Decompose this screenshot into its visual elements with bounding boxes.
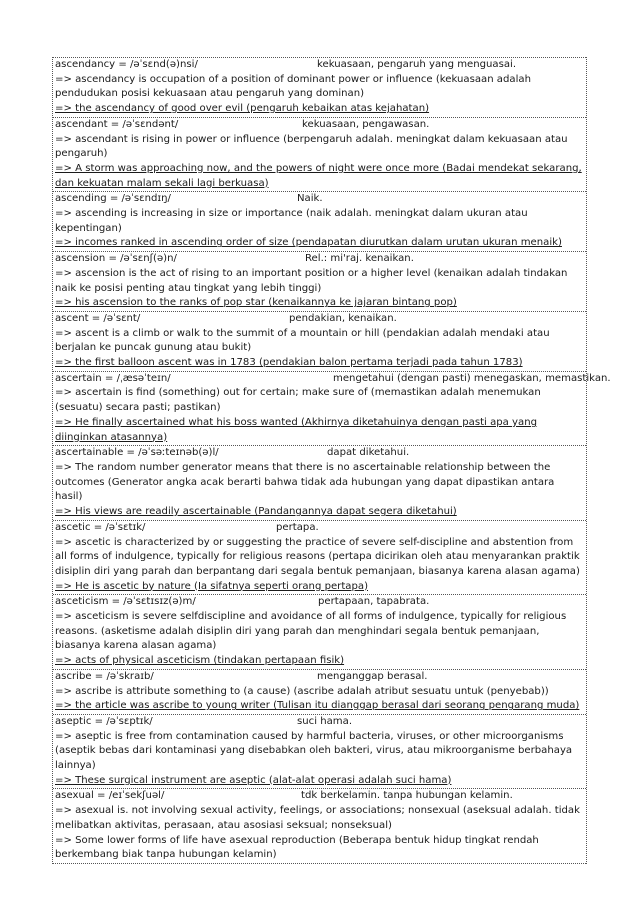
entry-head [55, 58, 584, 73]
entry-example: => the article was ascribe to young writer (Tulisan itu dianggap berasal dari seorang pengarang muda) [55, 700, 580, 712]
dictionary-entry-ascending [53, 191, 586, 251]
entry-head [55, 446, 584, 461]
entry-definition: => ascent is a climb or walk to the summit of a mountain or hill (pendakian adalah mendaki atau berjalan ke puncak gunung atau bukit) [55, 327, 550, 354]
entry-example: => the first balloon ascent was in 1783 (pendakian balon pertama terjadi pada tahun 1783) [55, 357, 523, 369]
entry-term: ascent = /əˈsɛnt/ [55, 312, 141, 324]
entry-meaning: menganggap berasal. [317, 670, 428, 682]
entry-head [55, 521, 584, 536]
dictionary-entry-ascent [53, 311, 586, 371]
entry-definition: => ascending is increasing in size or importance (naik adalah. meningkat dalam ukuran atau kepentingan) [55, 208, 528, 234]
entry-example: => He is ascetic by nature (Ia sifatnya seperti orang pertapa) [55, 580, 369, 592]
entry-example: => His views are readily ascertainable (Pandangannya dapat segera diketahui) [55, 506, 457, 518]
entry-meaning: suci hama. [297, 715, 353, 727]
dictionary-entry-aseptic [53, 714, 586, 789]
entry-term: ascribe = /əˈskraɪb/ [55, 670, 154, 682]
entry-example: => his ascension to the ranks of pop star (kenaikannya ke jajaran bintang pop) [55, 297, 457, 309]
entry-example: => incomes ranked in ascending order of size (pendapatan diurutkan dalam urutan ukuran menaik) [55, 237, 562, 249]
entry-head [55, 670, 584, 685]
entry-definition: => asceticism is severe selfdiscipline and avoidance of all forms of indulgence, typically for religious reasons. (asketisme adalah disiplin diri yang parah dan menghindari segala bentuk pemanjaan, biasanya karena alasan agama) [55, 611, 567, 652]
entry-definition: => ascendant is rising in power or influence (berpengaruh adalah. meningkat dalam kekuasaan atau pengaruh) [55, 133, 568, 160]
entry-meaning: pendakian, kenaikan. [289, 312, 397, 324]
entry-meaning: mengetahui (dengan pasti) menegaskan, memastikan. [333, 372, 611, 384]
dictionary-entry-ascendancy [53, 57, 586, 117]
dictionary-entry-asceticism [53, 594, 586, 669]
entry-head [55, 312, 584, 327]
entry-head [55, 789, 584, 804]
entry-definition: => asexual is. not involving sexual activity, feelings, or associations; nonsexual (aseksual adalah. tidak melibatkan aktivitas, perasaan, atau asosiasi seksual; nonseksual) [55, 805, 580, 831]
entry-example: => He finally ascertained what his boss wanted (Akhirnya diketahuinya dengan pasti apa yang diinginkan atasannya) [55, 416, 538, 443]
entry-head [55, 715, 584, 730]
entry-term: asceticism = /əˈsɛtɪsɪz(ə)m/ [55, 596, 196, 608]
entry-term: ascendant = /əˈsɛndənt/ [55, 118, 179, 130]
entry-head [55, 372, 611, 387]
entry-head [55, 252, 584, 267]
entry-definition: => ascendancy is occupation of a position of dominant power or influence (kekuasaan adalah pendudukan posisi kekuasaan atau pengaruh yang dominan) [55, 73, 531, 100]
dictionary-entry-ascetic [53, 520, 586, 595]
entry-definition: => ascetic is characterized by or suggesting the practice of severe self-discipline and abstention from all forms of indulgence, typically for religious reasons (pertapa dicirikan oleh atau menyarankan praktik disiplin diri yang parah dan berpantang dari segala bentuk pemanjaan, biasanya karena alasan agama) [55, 536, 580, 577]
entry-meaning: dapat diketahui. [327, 447, 410, 459]
dictionary-entry-ascendant [53, 117, 586, 192]
entry-term: ascertain = /ˌæsəˈteɪn/ [55, 372, 171, 384]
entry-meaning: kekuasaan, pengawasan. [302, 118, 430, 130]
dictionary-entry-ascribe [53, 669, 586, 714]
dictionary-entry-asexual [53, 788, 586, 864]
entry-term: ascending = /əˈsɛndɪŋ/ [55, 193, 171, 205]
entry-head [55, 118, 584, 133]
entry-term: aseptic = /əˈsɛptɪk/ [55, 715, 153, 727]
entry-meaning: Naik. [297, 193, 323, 205]
entry-term: ascetic = /əˈsɛtɪk/ [55, 521, 146, 533]
entry-term: ascension = /əˈsɛnʃ(ə)n/ [55, 253, 177, 265]
entry-example: => acts of physical asceticism (tindakan pertapaan fisik) [55, 655, 345, 667]
entry-head [55, 595, 584, 610]
entry-definition: => aseptic is free from contamination caused by harmful bacteria, viruses, or other microorganisms (aseptik bebas dari kontaminasi yang disebabkan oleh bakteri, virus, atau mikroorganisme berbahaya lainnya) [55, 730, 573, 772]
dictionary-entry-ascertain [53, 371, 611, 446]
entry-term: asexual = /eɪˈsekʃuəl/ [55, 790, 165, 802]
entry-meaning: Rel.: mi'raj. kenaikan. [305, 253, 414, 265]
entry-meaning: pertapa. [276, 521, 319, 533]
entry-definition: => ascension is the act of rising to an important position or a higher level (kenaikan adalah tindakan naik ke posisi penting atau tingkat yang lebih tinggi) [55, 267, 568, 294]
entry-term: ascertainable = /əˈsəːteɪnəb(ə)l/ [55, 447, 219, 459]
entry-definition: => ascertain is find (something) out for certain; make sure of (memastikan adalah menemukan (sesuatu) secara pasti; pastikan) [55, 387, 541, 414]
entry-example: => A storm was approaching now, and the powers of night were once more (Badai mendekat sekarang, dan kekuatan malam sekali lagi berkuasa) [55, 162, 582, 189]
entry-definition: => The random number generator means that there is no ascertainable relationship between the outcomes (Generator angka acak berarti bahwa tidak ada hubungan yang dapat dipastikan antara hasil) [55, 461, 555, 503]
dictionary-entry-ascension [53, 251, 586, 311]
entry-example: => Some lower forms of life have asexual reproduction (Beberapa bentuk hidup tingkat rendah berkembang biak tanpa hubungan kelamin) [55, 834, 539, 861]
entry-head [55, 192, 584, 207]
entry-definition: => ascribe is attribute something to (a cause) (ascribe adalah atribut sesuatu untuk (penyebab)) [55, 685, 549, 697]
entry-meaning: kekuasaan, pengaruh yang menguasai. [317, 59, 517, 70]
entry-example: => These surgical instrument are aseptic (alat-alat operasi adalah suci hama) [55, 774, 452, 786]
entry-meaning: tdk berkelamin. tanpa hubungan kelamin. [301, 790, 513, 802]
entry-term: ascendancy = /əˈsɛnd(ə)nsi/ [55, 59, 198, 70]
dictionary-page [52, 57, 611, 864]
dictionary-entry-ascertainable [53, 445, 586, 520]
entry-example: => the ascendancy of good over evil (pengaruh kebaikan atas kejahatan) [55, 103, 430, 115]
entry-meaning: pertapaan, tapabrata. [318, 596, 430, 608]
